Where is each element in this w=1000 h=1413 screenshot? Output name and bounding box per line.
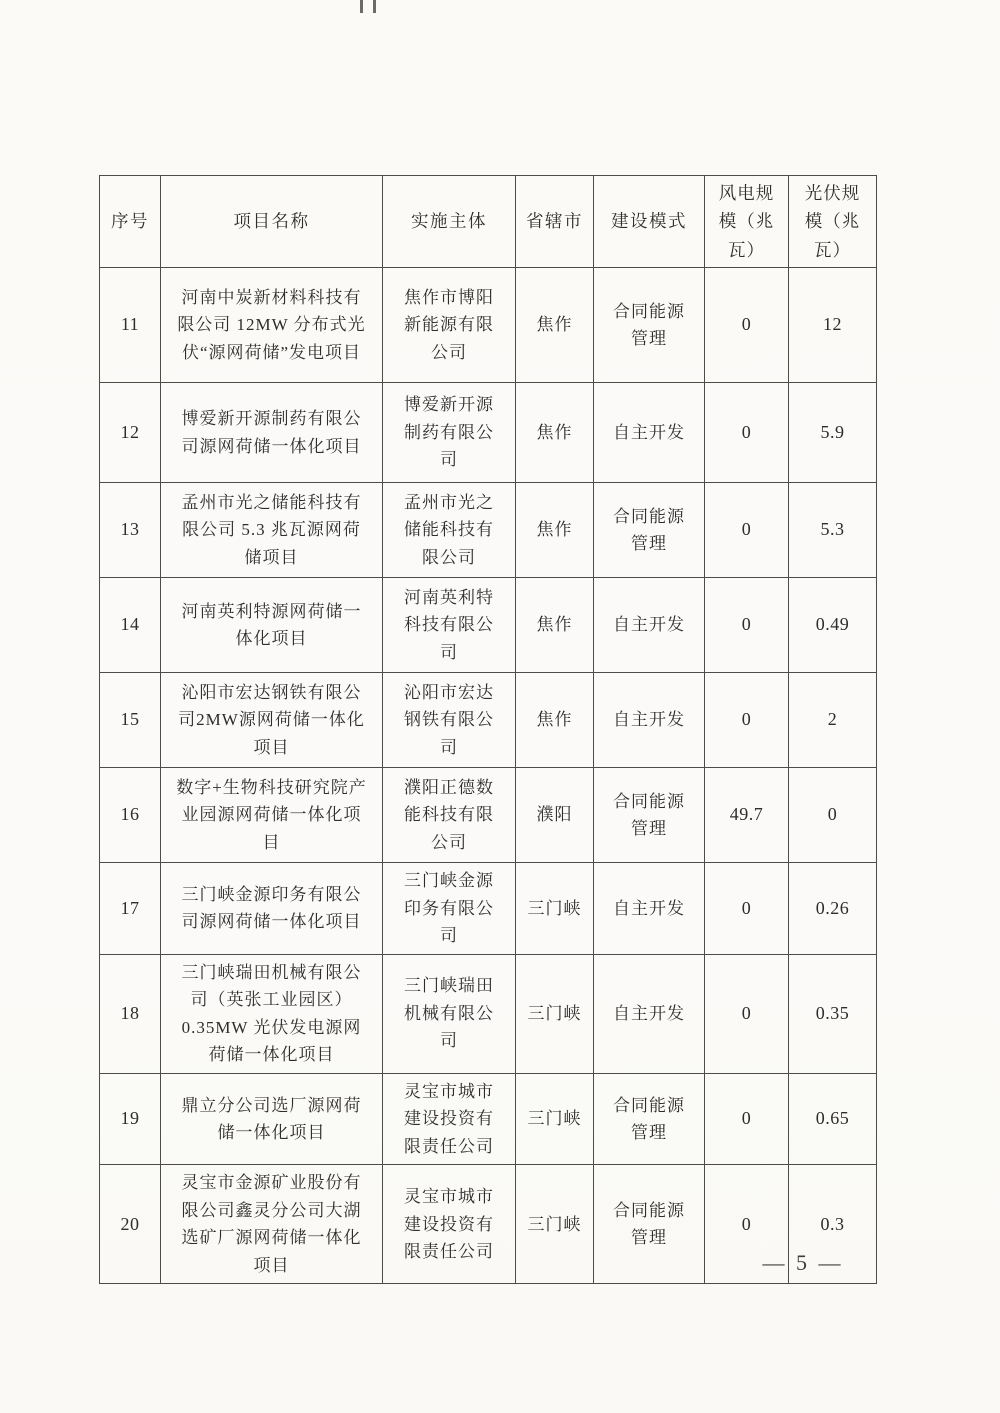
cell-wind-scale: 0: [705, 1073, 789, 1165]
cell-mode: 自主开发: [594, 673, 705, 768]
table-row-13: [100, 483, 877, 578]
cell-wind-scale: 0: [705, 578, 789, 673]
cell-mode: 合同能源管理: [594, 268, 705, 383]
cell-wind-scale: 0: [705, 383, 789, 483]
cell-mode: 合同能源管理: [594, 1073, 705, 1165]
table-row-19: [100, 1073, 877, 1165]
cell-pv-scale: 2: [789, 673, 877, 768]
cell-mode: 自主开发: [594, 578, 705, 673]
cell-mode: 自主开发: [594, 863, 705, 955]
col-header-entity: 实施主体: [383, 176, 516, 268]
table-row-16: [100, 768, 877, 863]
cell-no: 12: [100, 383, 161, 483]
cell-no: 15: [100, 673, 161, 768]
cell-no: 11: [100, 268, 161, 383]
cell-city: 焦作: [516, 383, 594, 483]
col-header-pv-scale: 光伏规模（兆瓦）: [789, 176, 877, 268]
table-row-14: [100, 578, 877, 673]
cell-project-name: 河南英利特源网荷储一体化项目: [161, 578, 383, 673]
cell-wind-scale: 0: [705, 954, 789, 1073]
table-row-12: [100, 383, 877, 483]
cell-entity: 三门峡瑞田机械有限公司: [383, 954, 516, 1073]
cell-mode: 合同能源管理: [594, 483, 705, 578]
col-header-city: 省辖市: [516, 176, 594, 268]
cell-mode: 合同能源管理: [594, 1165, 705, 1284]
cell-pv-scale: 0.26: [789, 863, 877, 955]
cell-no: 16: [100, 768, 161, 863]
col-header-wind-scale: 风电规模（兆瓦）: [705, 176, 789, 268]
cell-no: 13: [100, 483, 161, 578]
scan-artifact-mark: [360, 0, 363, 13]
cell-project-name: 三门峡金源印务有限公司源网荷储一体化项目: [161, 863, 383, 955]
cell-entity: 灵宝市城市建设投资有限责任公司: [383, 1165, 516, 1284]
cell-mode: 自主开发: [594, 954, 705, 1073]
cell-pv-scale: 5.3: [789, 483, 877, 578]
cell-mode: 合同能源管理: [594, 768, 705, 863]
cell-entity: 博爱新开源制药有限公司: [383, 383, 516, 483]
table-row-15: [100, 673, 877, 768]
projects-table: [99, 175, 877, 1284]
cell-entity: 焦作市博阳新能源有限公司: [383, 268, 516, 383]
cell-pv-scale: 0.65: [789, 1073, 877, 1165]
cell-pv-scale: 0: [789, 768, 877, 863]
cell-city: 焦作: [516, 268, 594, 383]
scan-artifact-mark: [373, 0, 376, 13]
cell-wind-scale: 0: [705, 863, 789, 955]
cell-entity: 沁阳市宏达钢铁有限公司: [383, 673, 516, 768]
col-header-no: 序号: [100, 176, 161, 268]
cell-project-name: 数字+生物科技研究院产业园源网荷储一体化项目: [161, 768, 383, 863]
table-header-row: [100, 176, 877, 268]
cell-pv-scale: 0.49: [789, 578, 877, 673]
cell-project-name: 三门峡瑞田机械有限公司（英张工业园区）0.35MW 光伏发电源网荷储一体化项目: [161, 954, 383, 1073]
cell-project-name: 灵宝市金源矿业股份有限公司鑫灵分公司大湖选矿厂源网荷储一体化项目: [161, 1165, 383, 1284]
cell-project-name: 博爱新开源制药有限公司源网荷储一体化项目: [161, 383, 383, 483]
cell-pv-scale: 5.9: [789, 383, 877, 483]
cell-project-name: 河南中炭新材料科技有限公司 12MW 分布式光伏“源网荷储”发电项目: [161, 268, 383, 383]
cell-city: 三门峡: [516, 863, 594, 955]
cell-city: 三门峡: [516, 954, 594, 1073]
col-header-project-name: 项目名称: [161, 176, 383, 268]
cell-entity: 灵宝市城市建设投资有限责任公司: [383, 1073, 516, 1165]
cell-city: 濮阳: [516, 768, 594, 863]
cell-project-name: 沁阳市宏达钢铁有限公司2MW源网荷储一体化项目: [161, 673, 383, 768]
cell-no: 20: [100, 1165, 161, 1284]
cell-pv-scale: 0.35: [789, 954, 877, 1073]
cell-no: 19: [100, 1073, 161, 1165]
cell-city: 焦作: [516, 578, 594, 673]
cell-city: 三门峡: [516, 1073, 594, 1165]
cell-wind-scale: 0: [705, 483, 789, 578]
table-row-18: [100, 954, 877, 1073]
cell-pv-scale: 12: [789, 268, 877, 383]
cell-no: 17: [100, 863, 161, 955]
cell-city: 三门峡: [516, 1165, 594, 1284]
cell-project-name: 孟州市光之储能科技有限公司 5.3 兆瓦源网荷储项目: [161, 483, 383, 578]
cell-project-name: 鼎立分公司选厂源网荷储一体化项目: [161, 1073, 383, 1165]
cell-entity: 濮阳正德数能科技有限公司: [383, 768, 516, 863]
cell-no: 14: [100, 578, 161, 673]
cell-wind-scale: 0: [705, 268, 789, 383]
cell-no: 18: [100, 954, 161, 1073]
col-header-mode: 建设模式: [594, 176, 705, 268]
cell-entity: 河南英利特科技有限公司: [383, 578, 516, 673]
cell-entity: 三门峡金源印务有限公司: [383, 863, 516, 955]
page-number: — 5 —: [762, 1250, 844, 1275]
cell-wind-scale: 0: [705, 673, 789, 768]
cell-wind-scale: 0: [705, 1165, 789, 1284]
cell-mode: 自主开发: [594, 383, 705, 483]
cell-pv-scale: 0.3: [789, 1165, 877, 1284]
table-row-17: [100, 863, 877, 955]
cell-wind-scale: 49.7: [705, 768, 789, 863]
cell-entity: 孟州市光之储能科技有限公司: [383, 483, 516, 578]
cell-city: 焦作: [516, 483, 594, 578]
table-row-11: [100, 268, 877, 383]
cell-city: 焦作: [516, 673, 594, 768]
